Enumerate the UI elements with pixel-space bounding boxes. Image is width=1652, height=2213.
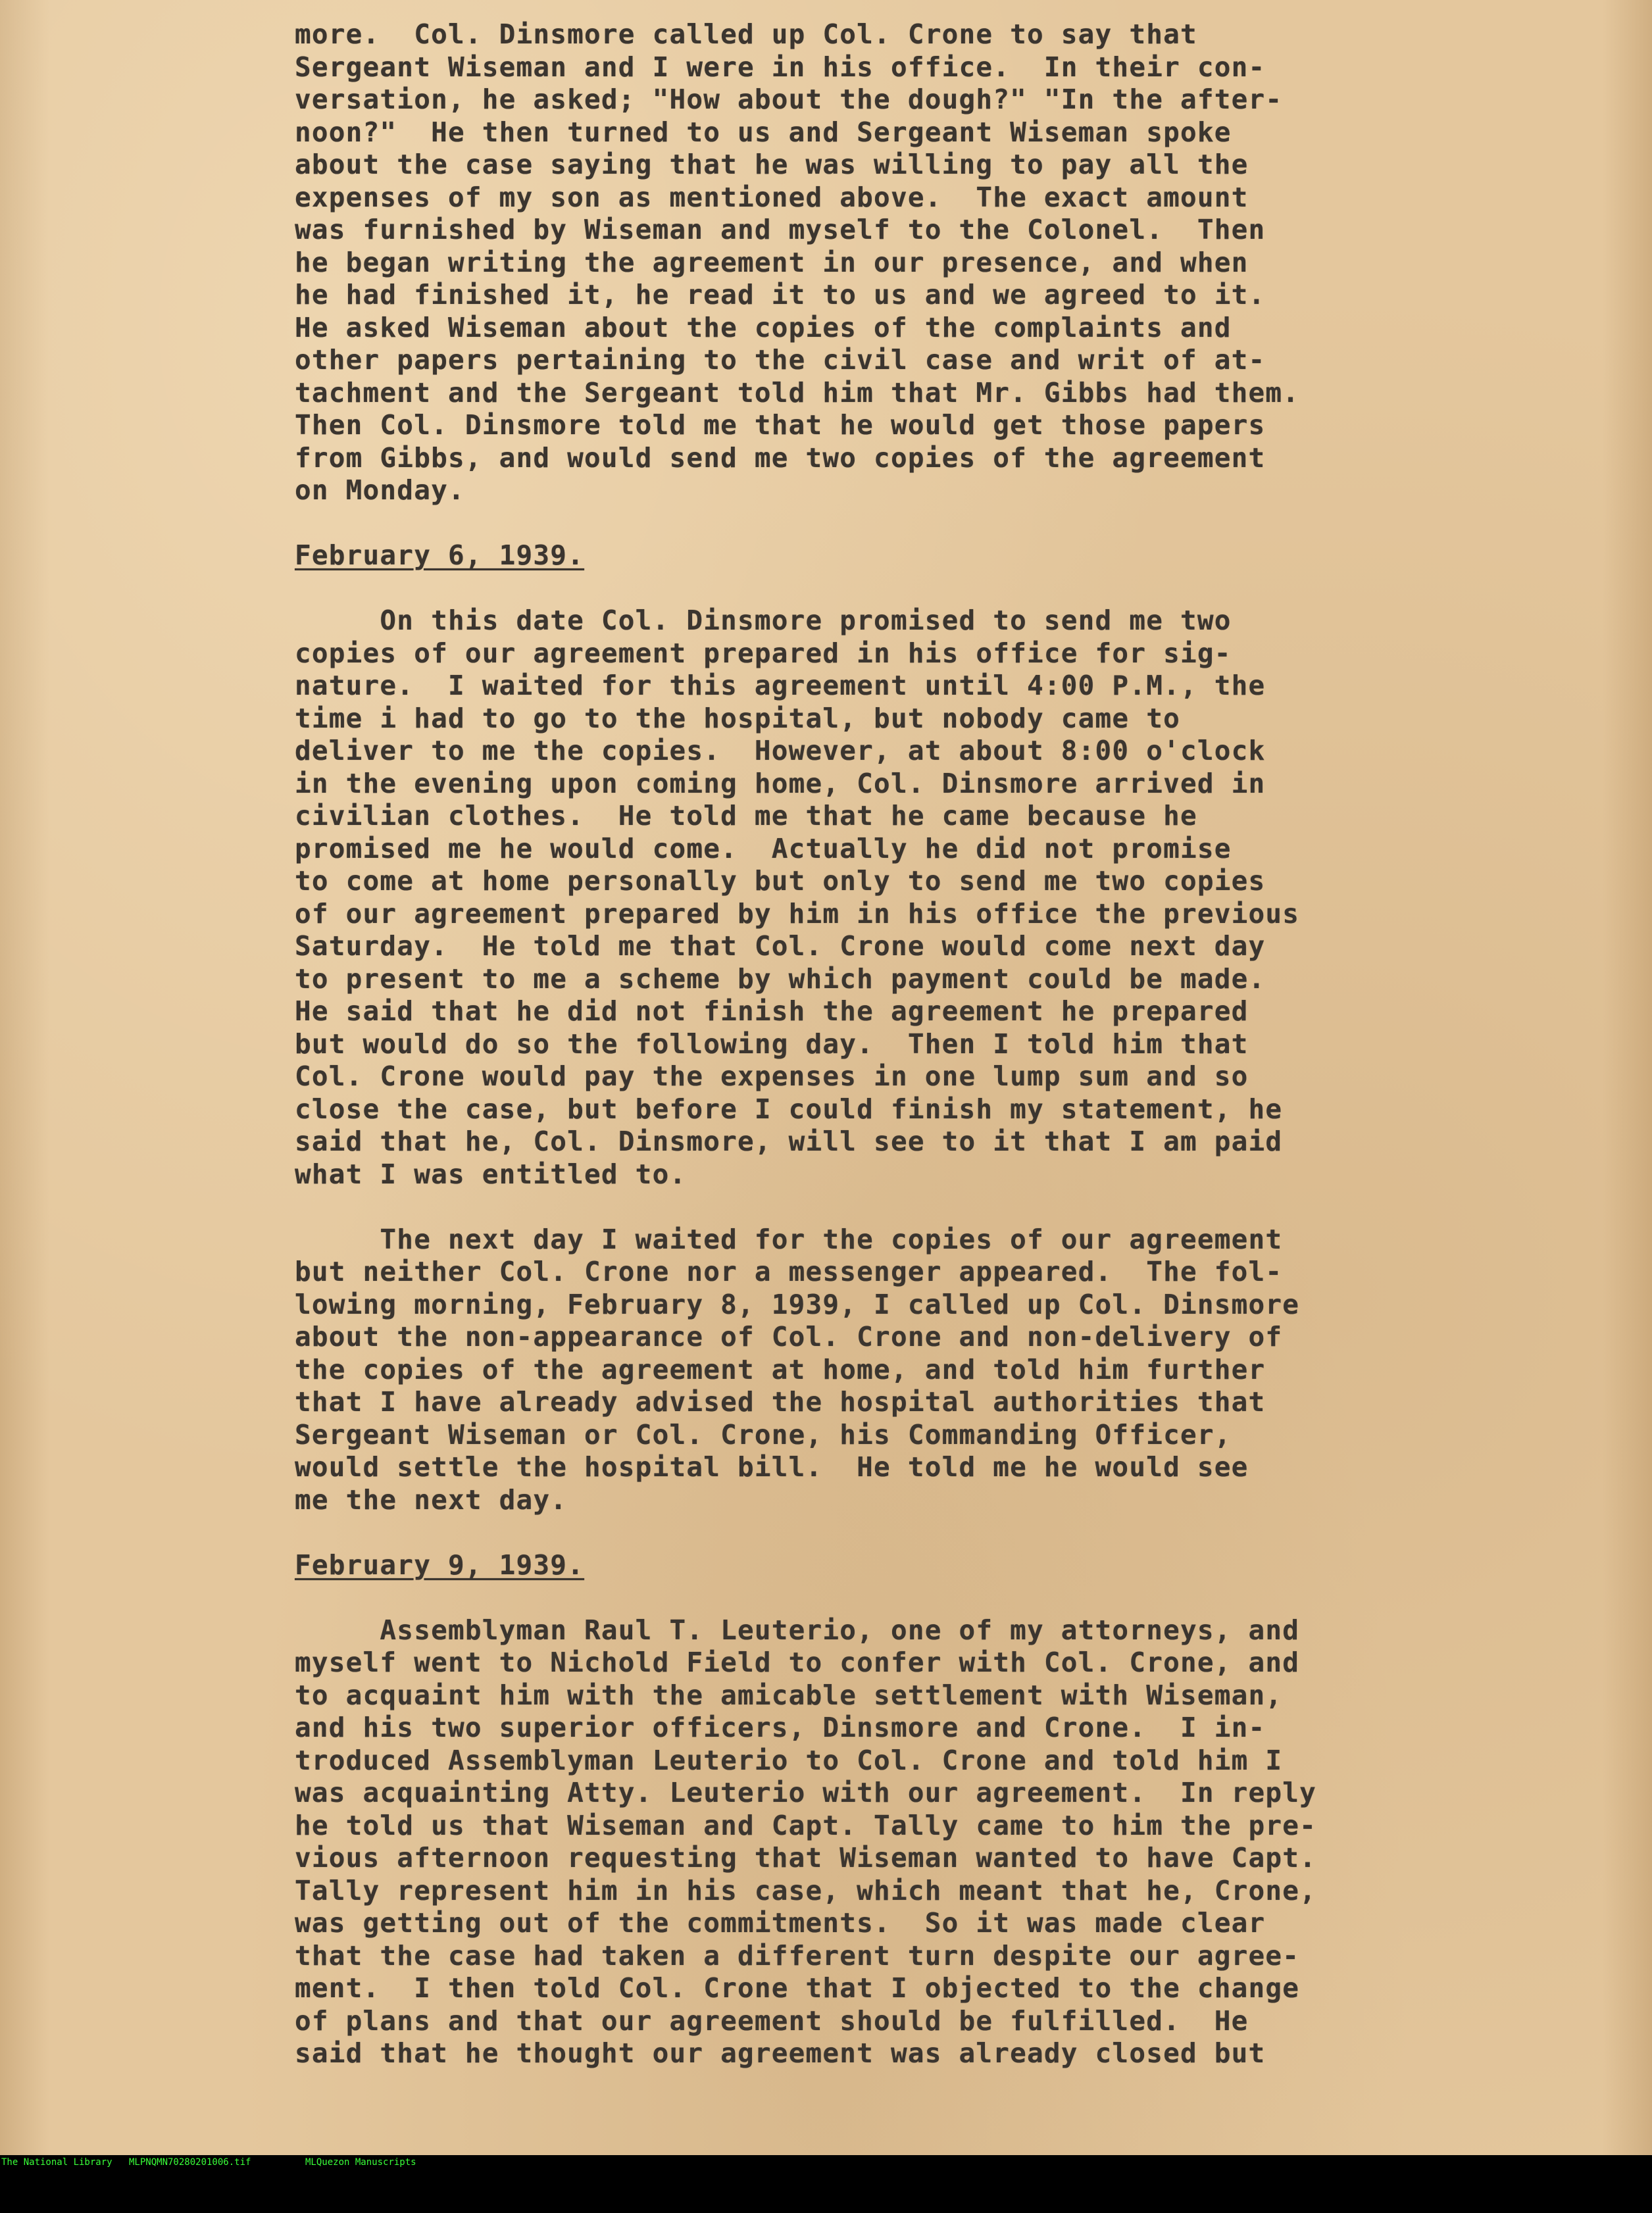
text-line: from Gibbs, and would send me two copies of the agreement	[295, 441, 1266, 474]
paragraph-gap	[295, 507, 1518, 540]
text-line: lowing morning, February 8, 1939, I called up Col. Dinsmore	[295, 1288, 1300, 1320]
text-line: promised me he would come. Actually he did not promise	[295, 832, 1232, 864]
typescript-body	[295, 18, 1518, 2070]
paragraph-next-day	[295, 1224, 1518, 1517]
text-line: he told us that Wiseman and Capt. Tally came to him the pre-	[295, 1809, 1317, 1841]
paragraph-gap	[295, 1191, 1518, 1224]
text-line: Col. Crone would pay the expenses in one lump sum and so	[295, 1060, 1249, 1092]
text-line: and his two superior officers, Dinsmore and Crone. I in-	[295, 1712, 1266, 1743]
text-line: he began writing the agreement in our presence, and when	[295, 246, 1249, 278]
text-line: noon?" He then turned to us and Sergeant Wiseman spoke	[295, 116, 1232, 148]
text-line: he had finished it, he read it to us and we agreed to it.	[295, 279, 1266, 311]
text-line: civilian clothes. He told me that he came because he	[295, 800, 1197, 832]
text-line: was getting out of the commitments. So it was made clear	[295, 1907, 1266, 1939]
text-line: to come at home personally but only to send me two copies	[295, 865, 1266, 897]
paragraph-gap	[295, 572, 1518, 605]
text-line: but would do so the following day. Then I told him that	[295, 1028, 1249, 1060]
footer-collection: MLQuezon Manuscripts	[305, 2157, 416, 2168]
text-line: more. Col. Dinsmore called up Col. Crone to say that	[295, 18, 1197, 50]
text-line: said that he, Col. Dinsmore, will see to it that I am paid	[295, 1126, 1283, 1157]
text-line: Tally represent him in his case, which meant that he, Crone,	[295, 1874, 1317, 1906]
paragraph-feb-6	[295, 605, 1518, 1191]
date-heading-feb-9: February 9, 1939.	[295, 1549, 585, 1581]
text-line: expenses of my son as mentioned above. The exact amount	[295, 181, 1249, 213]
text-line: me the next day.	[295, 1483, 568, 1516]
text-line: troduced Assemblyman Leuterio to Col. Crone and told him I	[295, 1744, 1283, 1776]
footer-source: The National Library	[1, 2157, 113, 2168]
text-line: was acquainting Atty. Leuterio with our agreement. In reply	[295, 1777, 1317, 1808]
paragraph-feb-9	[295, 1614, 1518, 2070]
text-line: Sergeant Wiseman or Col. Crone, his Commanding Officer,	[295, 1418, 1232, 1451]
text-line: He asked Wiseman about the copies of the complaints and	[295, 311, 1232, 343]
text-line: of our agreement prepared by him in his office the previous	[295, 897, 1300, 930]
text-line: of plans and that our agreement should be fulfilled. He	[295, 2004, 1249, 2037]
text-line: versation, he asked; "How about the dough?" "In the after-	[295, 84, 1283, 115]
archive-footer-bar	[0, 2155, 1652, 2170]
text-line: was furnished by Wiseman and myself to the Colonel. Then	[295, 214, 1266, 245]
text-line: about the non-appearance of Col. Crone and non-delivery of	[295, 1321, 1283, 1353]
text-line: Saturday. He told me that Col. Crone would come next day	[295, 930, 1266, 962]
text-line: Assemblyman Raul T. Leuterio, one of my attorneys, and	[295, 1614, 1300, 1646]
text-line: would settle the hospital bill. He told me he would see	[295, 1451, 1249, 1483]
text-line: in the evening upon coming home, Col. Dinsmore arrived in	[295, 767, 1266, 799]
text-line: said that he thought our agreement was already closed but	[295, 2037, 1266, 2069]
text-line: but neither Col. Crone nor a messenger appeared. The fol-	[295, 1256, 1283, 1287]
text-line: close the case, but before I could finish my statement, he	[295, 1093, 1283, 1125]
text-line: that the case had taken a different turn despite our agree-	[295, 1939, 1300, 1972]
text-line: to present to me a scheme by which payment could be made.	[295, 962, 1266, 995]
text-line: about the case saying that he was willing to pay all the	[295, 149, 1249, 180]
text-line: deliver to me the copies. However, at about 8:00 o'clock	[295, 735, 1266, 766]
paragraph-continuation	[295, 18, 1518, 507]
text-line: myself went to Nichold Field to confer with Col. Crone, and	[295, 1647, 1300, 1678]
text-line: that I have already advised the hospital authorities that	[295, 1386, 1266, 1418]
text-line: what I was entitled to.	[295, 1158, 687, 1190]
text-line: copies of our agreement prepared in his office for sig-	[295, 637, 1232, 669]
text-line: ment. I then told Col. Crone that I objected to the change	[295, 1972, 1300, 2004]
text-line: He said that he did not finish the agreement he prepared	[295, 995, 1249, 1027]
text-line: vious afternoon requesting that Wiseman wanted to have Capt.	[295, 1842, 1317, 1874]
text-line: on Monday.	[295, 474, 465, 506]
text-line: nature. I waited for this agreement until 4:00 P.M., the	[295, 670, 1266, 701]
text-line: Sergeant Wiseman and I were in his office. In their con-	[295, 51, 1266, 83]
text-line: Then Col. Dinsmore told me that he would get those papers	[295, 409, 1266, 441]
text-line: tachment and the Sergeant told him that Mr. Gibbs had them.	[295, 376, 1300, 409]
text-line: other papers pertaining to the civil case and writ of at-	[295, 344, 1266, 376]
text-line: The next day I waited for the copies of our agreement	[295, 1223, 1283, 1255]
text-line: time i had to go to the hospital, but nobody came to	[295, 702, 1180, 734]
footer-filename: MLPNQMN70280201006.tif	[129, 2157, 251, 2168]
paragraph-gap	[295, 1516, 1518, 1549]
text-line: to acquaint him with the amicable settlement with Wiseman,	[295, 1679, 1283, 1711]
text-line: the copies of the agreement at home, and told him further	[295, 1353, 1266, 1385]
paragraph-gap	[295, 1581, 1518, 1614]
date-heading-feb-6: February 6, 1939.	[295, 539, 585, 571]
text-line: On this date Col. Dinsmore promised to send me two	[295, 605, 1232, 636]
